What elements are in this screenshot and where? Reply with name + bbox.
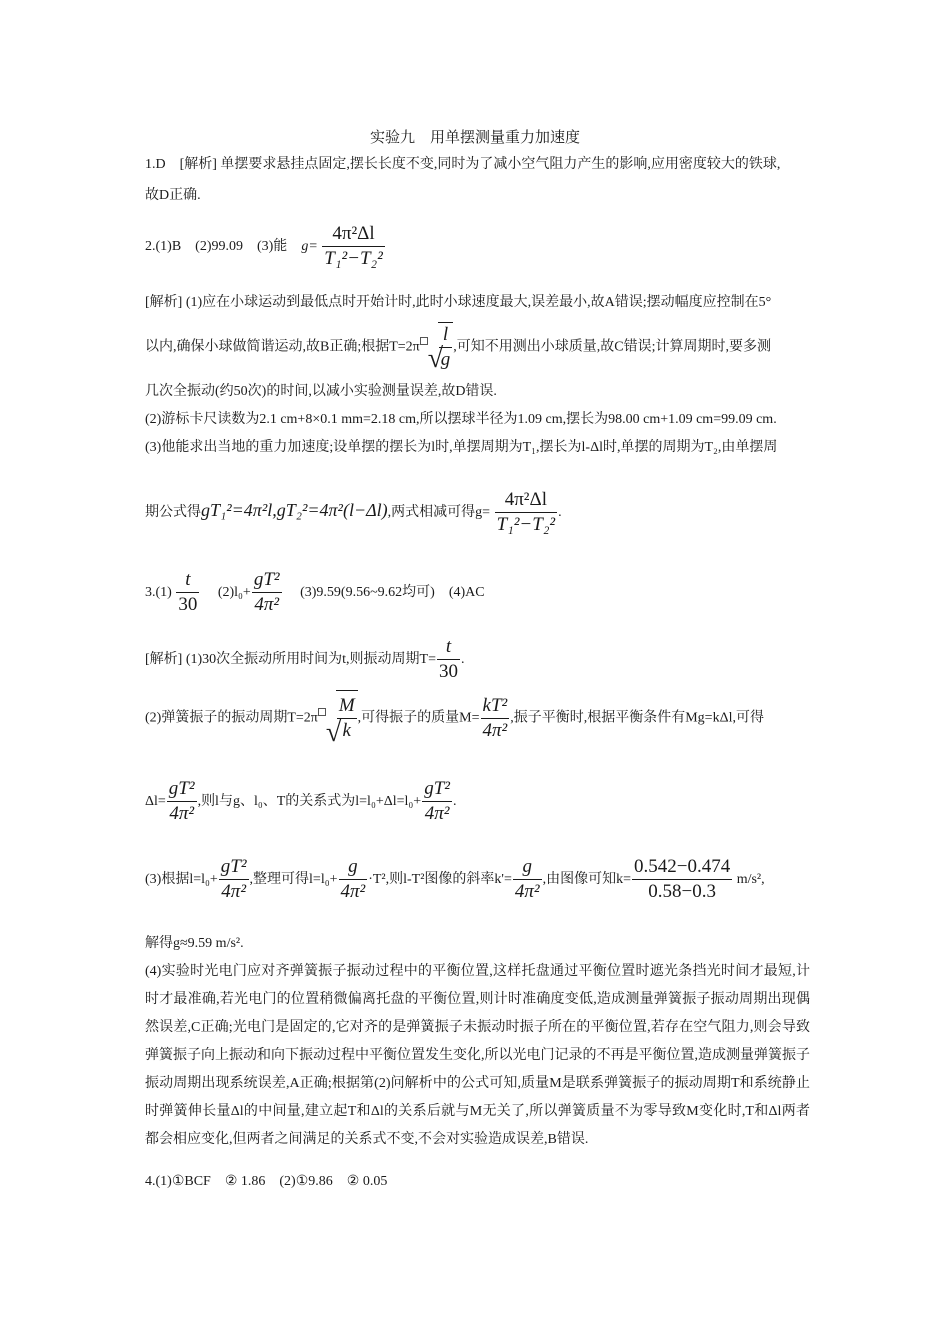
q3-s4-text-a: (3)根据l=l₀+: [145, 872, 218, 887]
q3-solution-line5: 解得g≈9.59 m/s².: [145, 936, 244, 951]
q3-s2-text-b: ,可得振子的质量M=: [357, 710, 480, 726]
fraction-denominator: 30: [438, 661, 458, 683]
fraction-denominator: 0.58−0.3: [648, 881, 716, 903]
q3-a1: 3.(1): [145, 585, 172, 600]
q3-solution-line1: [解析] (1)30次全振动所用时间为t,则振动周期T= $\frac{t}{30}$ .: [145, 636, 465, 683]
fraction-numerator: kT²: [481, 694, 510, 719]
fraction-denominator: 4π²: [221, 881, 247, 903]
q3-part4-paragraph: (4)实验时光电门应对齐弹簧振子振动过程中的平衡位置,这样托盘通过平衡位置时遮光条挡光时间才最短,计时才最准确,若光电门的位置稍微偏离托盘的平衡位置,则计时准确度变低,造成测量弹簧振子振动周期出现偶然误差,C正确;光电门是固定的,它对齐的是弹簧振子未振动时振子所在的平衡位置,若存在空气阻力,则会导致弹簧振子向上振动和向下振动过程中平衡位置发生变化,所以光电门记录的不再是平衡位置,造成测量弹簧振子振动周期出现系统误差,A正确;根据第(2)问解析中的公式可知,质量M是联系弹簧振子的振动周期T和系统静止时弹簧伸长量Δl的中间量,建立起T和Δl的关系后就与M无关了,所以弹簧质量不为零导致M变化时,T和Δl两者都会相应变化,但两者之间满足的关系式不变,不会对实验造成误差,B错误.: [145, 964, 810, 1147]
fraction-denominator: 4π²: [482, 720, 508, 741]
fraction-numerator: 0.542−0.474: [632, 855, 732, 880]
q3-solution-line4: [145, 852, 765, 908]
fraction-denominator: k: [342, 720, 351, 742]
slope-fraction: [632, 855, 732, 904]
fraction-numerator: l: [439, 323, 453, 348]
q2-solution-line4: (2)游标卡尺读数为2.1 cm+8×0.1 mm=2.18 cm,所以摆球半径为1.09 cm,摆长为98.00 cm+1.09 cm=99.09 cm.: [145, 412, 777, 427]
q2-sol6-period: .: [558, 505, 562, 520]
gT2-over-4pi2-fraction: [167, 777, 197, 826]
fraction-denominator: 4π²: [169, 803, 195, 825]
fraction-denominator: T₁²−T₂²: [496, 514, 556, 536]
fraction-denominator: g: [440, 349, 451, 371]
q2-sol6-text-a: 期公式得: [145, 505, 201, 520]
fraction-numerator: gT²: [219, 855, 249, 880]
fraction-numerator: t: [176, 568, 199, 593]
fraction-numerator: M: [337, 694, 357, 719]
q2-solution-line5: (3)他能求出当地的重力加速度;设单摆的摆长为l时,单摆周期为T₁,摆长为l-Δl时,单摆的周期为T₂,由单摆周: [145, 440, 778, 455]
gT2-over-4pi2-fraction: [422, 777, 452, 826]
fraction-numerator: 4π²Δl: [495, 488, 558, 513]
q1-line1: 1.D [解析] 单摆要求悬挂点固定,摆长长度不变,同时为了减小空气阻力产生的影响,应用密度较大的铁球,: [145, 157, 781, 172]
q2-final-fraction: [495, 488, 558, 537]
q2-period-equations: gT₁²=4π²l,gT₂²=4π²(l−Δl): [201, 500, 388, 520]
q2-sol2-text-b: ,可知不用测出小球质量,故C错误;计算周期时,要多测: [453, 339, 771, 355]
fraction-numerator: 4π²Δl: [322, 222, 385, 247]
q2-answer: 2.(1)B (2)99.09 (3)能: [145, 239, 302, 254]
gT2-over-4pi2-fraction: [252, 568, 282, 617]
q2-sol2-text-a: 以内,确保小球做简谐运动,故B正确;根据T=2π: [145, 339, 420, 355]
q4-answer: 4.(1)①BCF ② 1.86 (2)①9.86 ② 0.05: [145, 1174, 388, 1189]
q3-s1-text: [解析] (1)30次全振动所用时间为t,则振动周期T=: [145, 652, 436, 667]
fraction-denominator: T₁²−T₂²: [324, 248, 383, 270]
fraction-numerator: gT²: [422, 777, 452, 802]
g-over-4pi2-fraction: [339, 855, 368, 904]
page-title: 实验九 用单摆测量重力加速度: [369, 130, 580, 146]
fraction-denominator: 4π²: [424, 803, 450, 825]
fraction-denominator: 4π²: [340, 881, 366, 903]
q3-s4-text-b: ,整理可得l=l₀+: [249, 872, 338, 887]
t-over-30-fraction: [176, 568, 199, 617]
fraction-denominator: 4π²: [514, 881, 540, 903]
t-over-30-fraction: [437, 635, 460, 684]
q2-solution-line6: [145, 482, 562, 541]
q3-a2: (2)l₀+: [203, 585, 251, 600]
gT2-over-4pi2-fraction: [219, 855, 249, 904]
fraction-numerator: t: [437, 635, 460, 660]
q2-answer-fraction: [322, 222, 385, 271]
q3-a3: (3)9.59(9.56~9.62均可) (4)AC: [286, 585, 485, 600]
q3-solution-line3: Δl= $\frac{\text{gT²}}{\text{4π²}}$ ,则l与g、l₀、T的关系式为l=l₀+Δl=l₀+ $\frac{\text{gT²}}{\text{4π²}}$ .: [145, 778, 457, 825]
q3-s3-text-b: ,则l与g、l₀、T的关系式为l=l₀+Δl=l₀+: [197, 794, 422, 809]
q3-answer-line: [145, 565, 485, 621]
q2-answer-line: [145, 222, 386, 272]
q2-sol6-text-b: ,两式相减可得g=: [387, 505, 491, 520]
q3-s4-text-e: m/s²,: [733, 872, 765, 887]
q3-s2-text-c: ,振子平衡时,根据平衡条件有Mg=kΔl,可得: [510, 710, 764, 726]
q1-line2: 故D正确.: [145, 188, 201, 203]
q2-solution-line1: [解析] (1)应在小球运动到最低点时开始计时,此时小球速度最大,误差最小,故A错误;摆动幅度应控制在5°: [145, 295, 772, 310]
sqrt-M-over-k: √ $\frac{M}{k}$: [326, 690, 358, 747]
placeholder-box-icon: [420, 337, 428, 345]
fraction-numerator: g: [513, 855, 542, 880]
q3-s3-text-a: Δl=: [145, 794, 166, 809]
placeholder-box-icon: [318, 708, 326, 716]
q2-g-eq: g=: [301, 239, 318, 254]
fraction-denominator: 4π²: [254, 594, 280, 616]
q3-s4-text-d: ,由图像可知k=: [542, 872, 631, 887]
kT2-over-4pi2-fraction: [481, 694, 510, 743]
fraction-numerator: g: [339, 855, 368, 880]
fraction-denominator: 30: [178, 594, 198, 616]
q2-solution-line2: [145, 322, 771, 373]
q3-s4-text-c: ·T²,则l-T²图像的斜率k'=: [368, 872, 512, 887]
sqrt-l-over-g: √ $\frac{l}{g}$: [428, 322, 454, 373]
fraction-numerator: gT²: [167, 777, 197, 802]
q3-s2-text-a: (2)弹簧振子的振动周期T=2π: [145, 710, 318, 726]
fraction-numerator: gT²: [252, 568, 282, 593]
g-over-4pi2-fraction: [513, 855, 542, 904]
q2-solution-line3: 几次全振动(约50次)的时间,以减小实验测量误差,故D错误.: [145, 384, 497, 399]
q3-solution-line2: [145, 690, 764, 747]
